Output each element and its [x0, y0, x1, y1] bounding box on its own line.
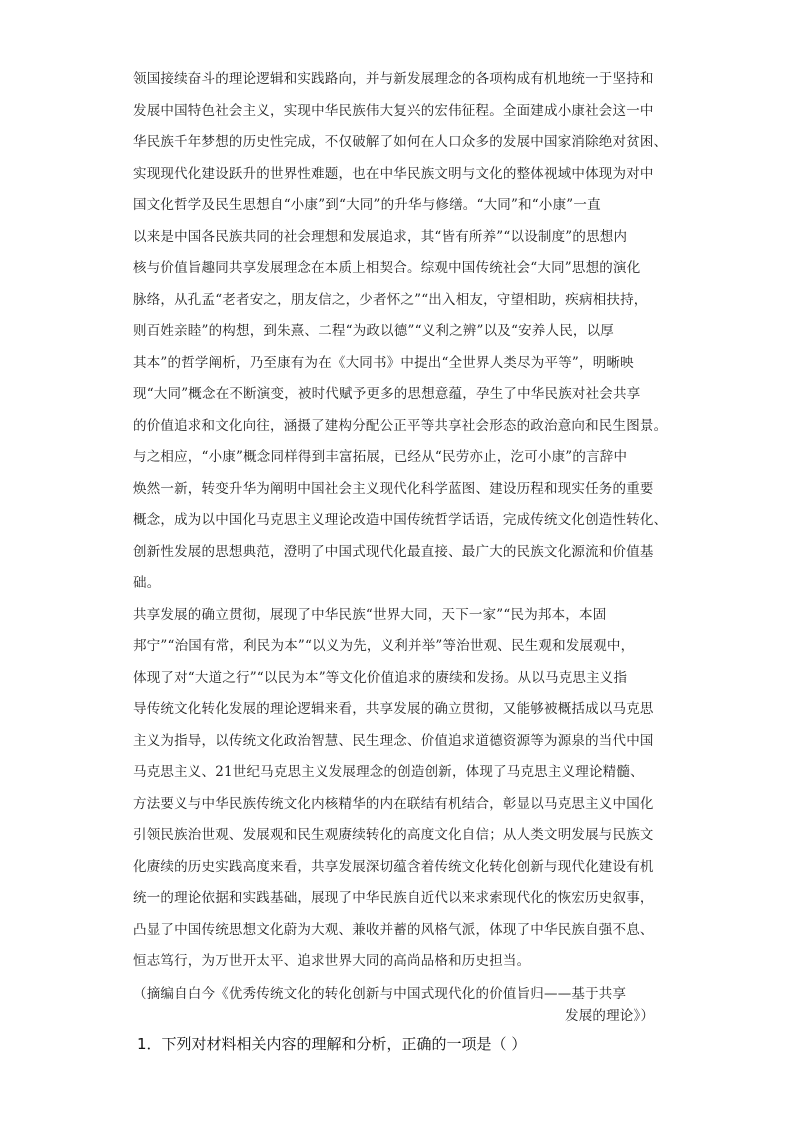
passage-line: 引领民族治世观、发展观和民生观赓续转化的高度文化自信；从人类文明发展与民族文	[133, 827, 654, 843]
source-citation-end: 发展的理论》）	[565, 1008, 655, 1024]
question-1-stem: 1．下列对材料相关内容的理解和分析，正确的一项是（ ）	[137, 1035, 527, 1053]
passage-line: 体现了对“大道之行”“以民为本”等文化价值追求的赓续和发扬。从以马克思主义指	[133, 670, 628, 686]
passage-line: 创新性发展的思想典范，澄明了中国式现代化最直接、最广大的民族文化源流和价值基	[133, 544, 654, 560]
passage-line: 发展中国特色社会主义，实现中华民族伟大复兴的宏伟征程。全面建成小康社会这一中	[133, 103, 654, 119]
source-citation: （摘编自白今《优秀传统文化的转化创新与中国式现代化的价值旨归——基于共享	[133, 986, 627, 1002]
passage-line: 概念，成为以中国化马克思主义理论改造中国传统哲学话语，完成传统文化创造性转化、	[133, 512, 668, 528]
passage-line: 凸显了中国传统思想文化蔚为大观、兼收并蓄的风格气派，体现了中华民族自强不息、	[133, 922, 654, 938]
passage-line: 方法要义与中华民族传统文化内核精华的内在联结有机结合，彰显以马克思主义中国化	[133, 796, 654, 812]
passage-line: 共享发展的确立贯彻，展现了中华民族“世界大同，天下一家”“民为邦本，本固	[133, 607, 607, 623]
passage-line: 现“大同”概念在不断演变，被时代赋予更多的思想意蕴，孕生了中华民族对社会共享	[133, 386, 641, 402]
passage-line: 化赓续的历史实践高度来看，共享发展深切蕴含着传统文化转化创新与现代化建设有机	[133, 859, 654, 875]
passage-line: 实现现代化建设跃升的世界性难题，也在中华民族文明与文化的整体视域中体现为对中	[133, 166, 654, 182]
passage-line: 焕然一新，转变升华为阐明中国社会主义现代化科学蓝图、建设历程和现实任务的重要	[133, 481, 654, 497]
passage-line: 马克思主义、21世纪马克思主义发展理念的创造创新，体现了马克思主义理论精髓、	[133, 764, 644, 780]
passage-line: 领国接续奋斗的理论逻辑和实践路向，并与新发展理念的各项构成有机地统一于坚持和	[133, 71, 654, 87]
passage-line: 华民族千年梦想的历史性完成，不仅破解了如何在人口众多的发展中国家消除绝对贫困、	[133, 134, 668, 150]
passage-line: 础。	[133, 575, 161, 591]
passage-line: 导传统文化转化发展的理论逻辑来看，共享发展的确立贯彻，又能够被概括成以马克思	[133, 701, 654, 717]
passage-line: 恒志笃行，为万世开太平、追求世界大同的高尚品格和历史担当。	[133, 953, 531, 969]
passage-line: 的价值追求和文化向往，涵摄了建构分配公正平等共享社会形态的政治意向和民生图景。	[133, 418, 668, 434]
passage-line: 脉络，从孔孟“老者安之，朋友信之，少者怀之”“出入相友，守望相助，疾病相扶持，	[133, 292, 648, 308]
passage-line: 以来是中国各民族共同的社会理想和发展追求，其“皆有所养”“以设制度”的思想内	[133, 229, 628, 245]
passage-line: 统一的理论依据和实践基础，展现了中华民族自近代以来求索现代化的恢宏历史叙事，	[133, 890, 654, 906]
passage-line: 国文化哲学及民生思想自“小康”到“大同”的升华与修缮。“大同”和“小康”一直	[133, 197, 601, 213]
passage-line: 核与价值旨趣同共享发展理念在本质上相契合。综观中国传统社会“大同”思想的演化	[133, 260, 641, 276]
passage-line: 主义为指导，以传统文化政治智慧、民生理念、价值追求道德资源等为源泉的当代中国	[133, 733, 654, 749]
passage-line: 则百姓亲睦”的构想，到朱熹、二程“为政以德”“义利之辨”以及“安养人民，以厚	[133, 323, 615, 339]
passage-line: 邦宁”“治国有常，利民为本”“以义为先，义利并举”等治世观、民生观和发展观中，	[133, 638, 635, 654]
passage-line: 其本”的哲学阐析，乃至康有为在《大同书》中提出“全世界人类尽为平等”，明晰映	[133, 355, 634, 371]
passage-line: 与之相应，“小康”概念同样得到丰富拓展，已经从“民劳亦止，汔可小康”的言辞中	[133, 449, 628, 465]
